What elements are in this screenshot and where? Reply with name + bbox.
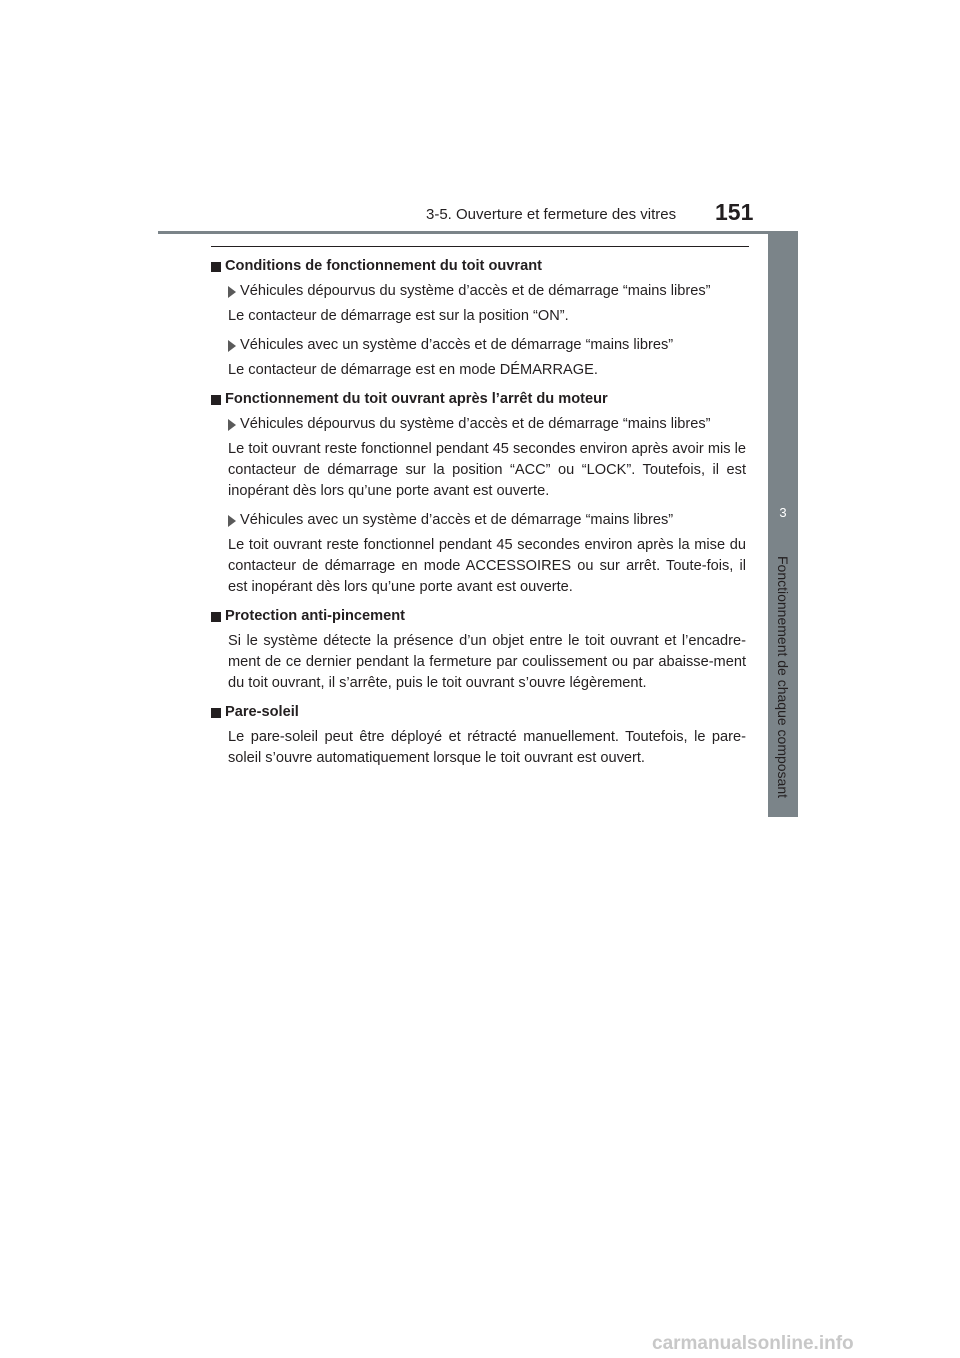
section-heading	[211, 702, 746, 723]
section-heading	[211, 256, 746, 277]
variant-text: Véhicules avec un système d’accès et de démarrage “mains libres”	[240, 512, 674, 528]
triangle-bullet-icon	[228, 419, 236, 431]
triangle-bullet-icon	[228, 286, 236, 298]
variant-line	[211, 335, 746, 356]
chapter-title: Fonctionnement de chaque composant	[775, 555, 791, 799]
variant-text: Véhicules dépourvus du système d’accès et de démarrage “mains libres”	[240, 283, 711, 299]
variant-line	[211, 510, 746, 531]
paragraph: Le pare-soleil peut être déployé et rétracté manuellement. Toutefois, le pare-soleil s’ouvre automatiquement lorsque le toit ouvrant est ouvert.	[228, 729, 746, 766]
variant-text: Véhicules avec un système d’accès et de démarrage “mains libres”	[240, 337, 674, 353]
square-bullet-icon	[211, 708, 221, 718]
square-bullet-icon	[211, 395, 221, 405]
page-number: 151	[715, 199, 754, 225]
page-content	[211, 256, 746, 777]
variant-text: Véhicules dépourvus du système d’accès et de démarrage “mains libres”	[240, 416, 711, 432]
square-bullet-icon	[211, 262, 221, 272]
square-bullet-icon	[211, 612, 221, 622]
header-rule	[158, 231, 798, 234]
triangle-bullet-icon	[228, 340, 236, 352]
paragraph: Le toit ouvrant reste fonctionnel pendant 45 secondes environ après avoir mis le contacteur de démarrage sur la position “ACC” ou “LOCK”. Toutefois, il est inopérant dès lors qu’une porte avant est ouverte.	[228, 441, 746, 499]
section-heading-text: Pare-soleil	[225, 704, 299, 720]
section-heading-text: Fonctionnement du toit ouvrant après l’arrêt du moteur	[225, 391, 608, 407]
paragraph: Le toit ouvrant reste fonctionnel pendant 45 secondes environ après la mise du contacteur de démarrage en mode ACCESSOIRES ou sur arrêt. Toute-fois, il est inopérant dès lors qu’une porte avant est ouverte.	[228, 537, 746, 595]
section-title: 3-5. Ouverture et fermeture des vitres	[426, 206, 677, 223]
section-heading-text: Conditions de fonctionnement du toit ouvrant	[225, 258, 542, 274]
content-top-rule	[211, 246, 749, 247]
paragraph: Si le système détecte la présence d’un objet entre le toit ouvrant et l’encadre-ment de ce dernier pendant la fermeture par coulissement ou par abaisse-ment du toit ouvrant, il s’arrête, puis le toit ouvrant s’ouvre légèrement.	[228, 633, 746, 691]
triangle-bullet-icon	[228, 515, 236, 527]
paragraph: Le contacteur de démarrage est en mode DÉMARRAGE.	[228, 362, 598, 378]
chapter-number: 3	[779, 505, 787, 520]
paragraph: Le contacteur de démarrage est sur la position “ON”.	[228, 308, 569, 324]
section-heading	[211, 389, 746, 410]
variant-line	[211, 414, 746, 435]
watermark: carmanualsonline.info	[652, 1333, 854, 1354]
section-heading-text: Protection anti-pincement	[225, 608, 406, 624]
variant-line	[211, 281, 746, 302]
section-heading	[211, 606, 746, 627]
